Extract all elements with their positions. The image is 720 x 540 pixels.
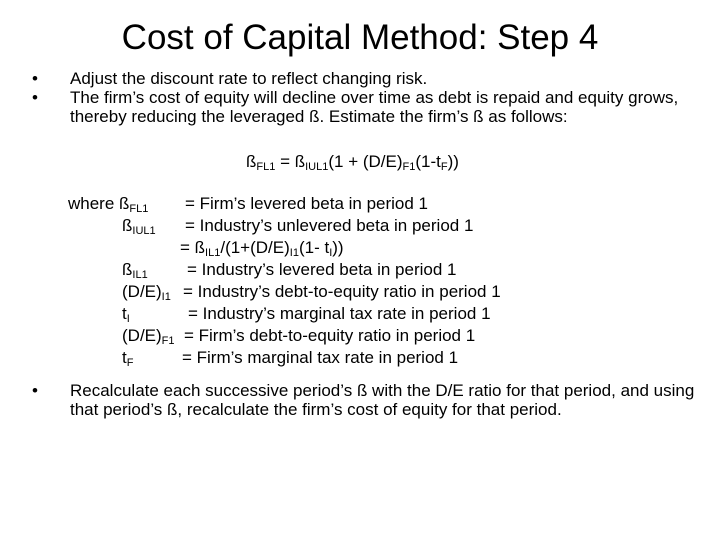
definition-text: = Industry’s marginal tax rate in period 1 (188, 304, 491, 323)
symbol-sub: IUL1 (132, 225, 156, 237)
symbol-text: ß (122, 216, 133, 235)
symbol-sub: I1 (161, 291, 171, 303)
definition-symbol (122, 259, 148, 281)
definition-symbol (122, 325, 175, 347)
bullet-item (32, 381, 702, 419)
def-sub: IL1 (205, 247, 221, 259)
def-part: (1- t (298, 238, 330, 257)
bullet-text: Recalculate each successive period’s ß with the D/E ratio for that period, and using that period’s ß, recalculate the firm’s cost of equity for that period. (70, 381, 695, 419)
def-part: = ß (180, 238, 206, 257)
bullet-list (32, 381, 702, 419)
symbol-sub: FL1 (129, 203, 149, 215)
definition-symbol (122, 281, 171, 303)
formula-text: )) (447, 152, 459, 171)
definition-text: = Firm’s levered beta in period 1 (185, 194, 429, 213)
definition-text (180, 237, 344, 259)
bullet-list (32, 69, 702, 126)
formula-sub: F (440, 161, 448, 173)
def-sub: I (329, 247, 333, 259)
formula-beta: ß (246, 152, 257, 171)
symbol-text: (D/E) (122, 326, 162, 345)
bullet-item (32, 69, 702, 88)
formula-sub: IUL1 (305, 161, 329, 173)
formula-text: (1 + (D/E) (328, 152, 403, 171)
formula-sub: FL1 (256, 161, 276, 173)
definition-text: = Industry’s debt-to-equity ratio in period 1 (183, 282, 501, 301)
symbol-text: t (122, 348, 127, 367)
symbol-sub: IL1 (132, 269, 148, 281)
bullet-text: Adjust the discount rate to reflect changing risk. (70, 69, 428, 88)
definition-text: = Industry’s unlevered beta in period 1 (185, 216, 474, 235)
formula-text: = ß (275, 152, 306, 171)
symbol-text: where ß (68, 194, 130, 213)
definition-symbol (122, 303, 130, 325)
def-sub: I1 (289, 247, 299, 259)
symbol-sub: I (126, 313, 130, 325)
definition-text: = Firm’s marginal tax rate in period 1 (182, 348, 459, 367)
formula-sub: F1 (402, 161, 416, 173)
definition-symbol (122, 215, 156, 237)
beta-formula (246, 152, 459, 172)
symbol-text: ß (122, 260, 133, 279)
bullet-text: The firm’s cost of equity will decline over time as debt is repaid and equity grows, thereby reducing the leveraged ß. Estimate the firm’s ß as follows: (70, 88, 679, 126)
definition-text: = Firm’s debt-to-equity ratio in period 1 (184, 326, 476, 345)
formula-text: (1-t (415, 152, 441, 171)
slide-title: Cost of Capital Method: Step 4 (121, 18, 599, 57)
bullet-dot: • (32, 69, 38, 88)
symbol-text: t (122, 304, 127, 323)
bullet-item (32, 88, 702, 126)
bullet-dot: • (32, 381, 38, 400)
bullet-dot: • (32, 88, 38, 107)
symbol-sub: F1 (161, 335, 175, 347)
def-part: )) (332, 238, 344, 257)
symbol-text: (D/E) (122, 282, 162, 301)
definition-symbol (122, 347, 133, 369)
definition-symbol (68, 193, 148, 215)
symbol-sub: F (126, 357, 134, 369)
definition-text: = Industry’s levered beta in period 1 (187, 260, 457, 279)
def-part: /(1+(D/E) (220, 238, 290, 257)
